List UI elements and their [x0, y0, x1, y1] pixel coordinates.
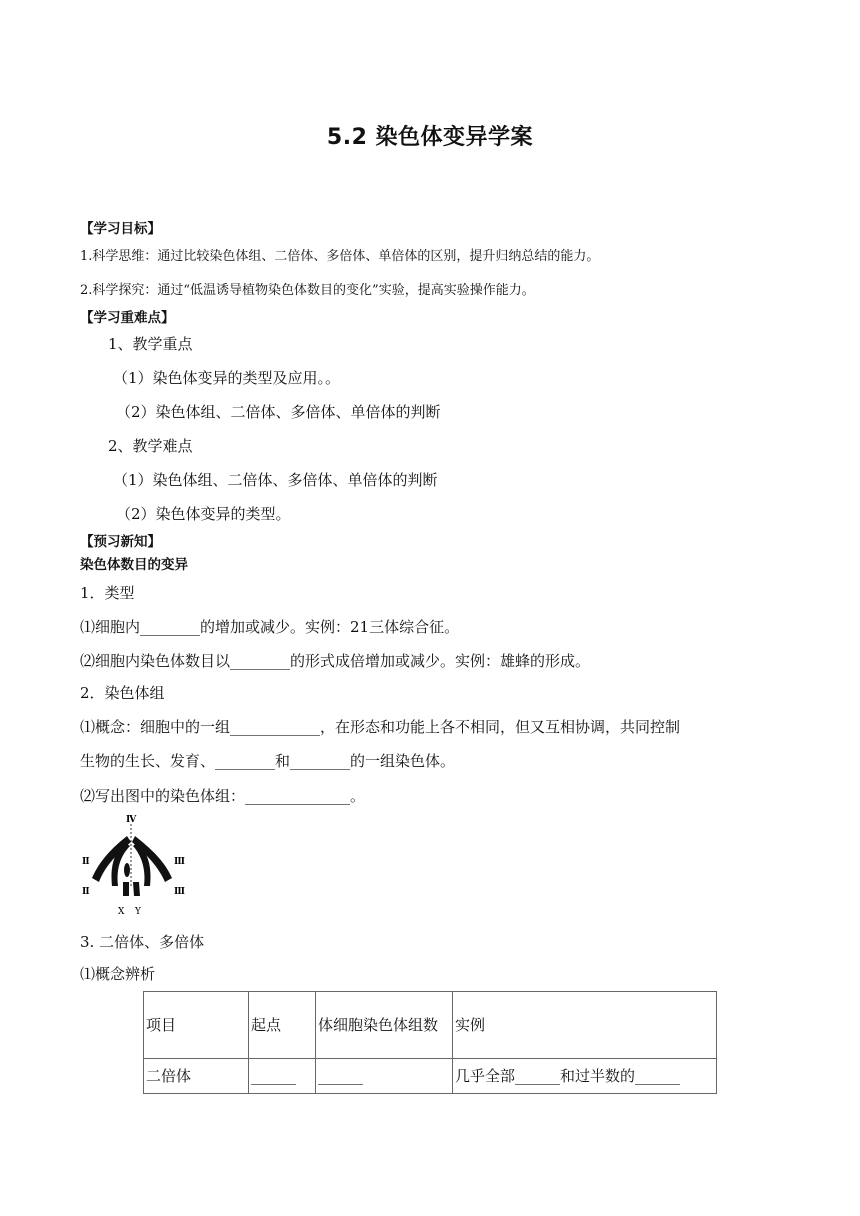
teaching-difficulty: 2、教学难点 — [108, 437, 193, 455]
label-iii-bottom: Ⅲ — [174, 887, 185, 897]
preview-heading: 【预习新知】 — [80, 534, 161, 550]
set-concept-line-1: ⑴概念：细胞中的一组____________，在形态和功能上各不相同，但又互相协调，共同控制 — [80, 718, 681, 736]
table-header-row — [144, 992, 717, 1059]
chromosome-diagram — [80, 812, 190, 920]
label-ii-top: Ⅱ — [82, 857, 90, 867]
table-cell: 二倍体 — [144, 1059, 249, 1094]
page-title: 5.2 染色体变异学案 — [326, 125, 534, 150]
table-header-cell: 体细胞染色体组数 — [316, 992, 453, 1059]
label-ii-bottom: Ⅱ — [82, 887, 90, 897]
label-y: Y — [135, 907, 141, 917]
type-1: ⑴细胞内________的增加或减少。实例：21三体综合征。 — [80, 618, 460, 636]
objective-item-1: 1.科学思维：通过比较染色体组、二倍体、多倍体、单倍体的区别，提升归纳总结的能力。 — [80, 249, 600, 264]
table-header-cell: 实例 — [453, 992, 717, 1059]
preview-subheading: 染色体数目的变异 — [80, 557, 188, 573]
focus-item-2: （2）染色体组、二倍体、多倍体、单倍体的判断 — [116, 403, 441, 421]
table-cell: ______ — [249, 1059, 316, 1094]
label-x: X — [118, 907, 125, 917]
table-cell: ______ — [316, 1059, 453, 1094]
set-concept-line-2: 生物的生长、发育、________和________的一组染色体。 — [80, 752, 456, 770]
objectives-heading: 【学习目标】 — [80, 221, 161, 237]
concept-analysis: ⑴概念辨析 — [80, 965, 156, 983]
diploid-title: 3. 二倍体、多倍体 — [80, 933, 205, 951]
difficulty-item-2: （2）染色体变异的类型。 — [116, 505, 291, 523]
type-2: ⑵细胞内染色体数目以________的形式成倍增加或减少。实例：雄蜂的形成。 — [80, 652, 591, 670]
table-row — [144, 1059, 717, 1094]
set-write: ⑵写出图中的染色体组：______________。 — [80, 787, 366, 805]
teaching-focus: 1、教学重点 — [108, 335, 193, 353]
chromosome-figure — [80, 812, 190, 920]
key-points-heading: 【学习重难点】 — [80, 310, 175, 326]
set-title: 2．染色体组 — [80, 684, 165, 702]
label-iv: Ⅳ — [126, 815, 137, 825]
types-title: 1．类型 — [80, 584, 135, 602]
label-iii-top: Ⅲ — [174, 857, 185, 867]
objective-item-2: 2.科学探究：通过“低温诱导植物染色体数目的变化”实验，提高实验操作能力。 — [80, 283, 535, 298]
table-cell: 几乎全部______和过半数的______ — [453, 1059, 717, 1094]
difficulty-item-1: （1）染色体组、二倍体、多倍体、单倍体的判断 — [113, 471, 438, 489]
concept-table — [143, 991, 717, 1094]
table-header-cell: 起点 — [249, 992, 316, 1059]
table-header-cell: 项目 — [144, 992, 249, 1059]
focus-item-1: （1）染色体变异的类型及应用。。 — [113, 369, 341, 387]
